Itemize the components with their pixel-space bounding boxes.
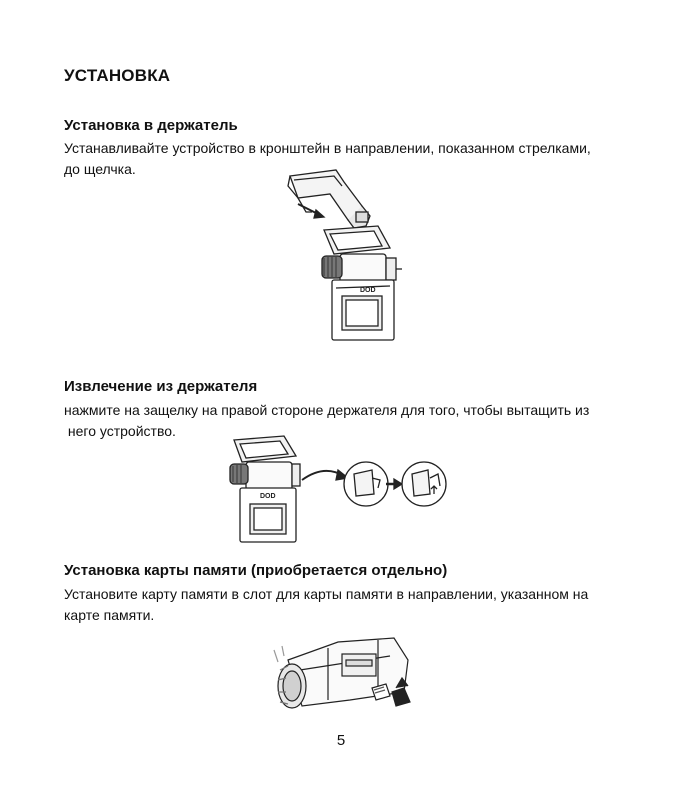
camera-body [230,436,300,542]
page-number: 5 [336,732,346,749]
text-line: него устройство. [64,423,176,439]
figure-card-illustration [268,630,414,716]
text-line: карте памяти. [64,607,155,623]
text-line: до щелчка. [64,161,136,177]
figure-remove-illustration [224,434,450,546]
text-line: Установите карту памяти в слот для карты памяти в направлении, указанном на [64,586,589,602]
figure-mount-illustration [276,168,416,343]
text-line: нажмите на защелку на правой стороне держателя для того, чтобы вытащить из [64,402,590,418]
camera-body [322,226,402,340]
section-text-card [64,584,644,626]
arrow-right-icon [386,479,402,489]
text-line: Устанавливайте устройство в кронштейн в направлении, показанном стрелками, [64,140,591,156]
section-heading-mount: Установка в держатель [64,117,238,134]
latch-detail-circle [344,462,388,506]
curved-arrow-icon [302,470,348,480]
section-heading-remove: Извлечение из держателя [64,378,258,395]
page-title: УСТАНОВКА [64,66,171,85]
section-heading-card: Установка карты памяти (приобретается отдельно) [64,562,448,579]
brand-logo-text: DOD [360,287,376,294]
camera-body [274,638,408,708]
brand-logo-text: DOD [260,493,276,500]
latch-released-circle [402,462,446,506]
bracket-shape [288,170,370,228]
arrow-icon [298,204,324,218]
